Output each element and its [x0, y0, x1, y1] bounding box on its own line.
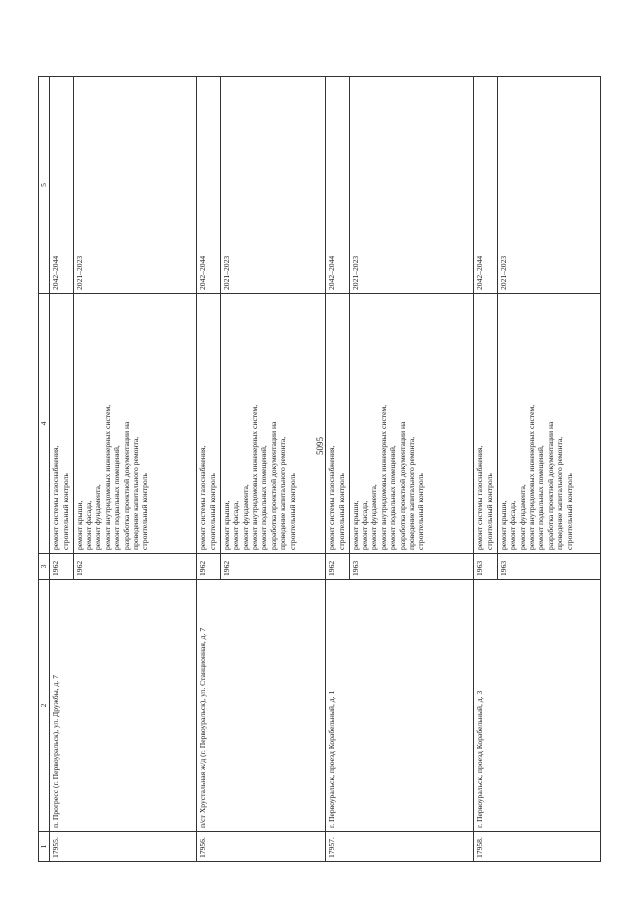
work-item: ремонт системы газоснабжения, [51, 445, 61, 550]
column-number-row [39, 77, 50, 862]
work-item: строительный контроль [484, 473, 494, 550]
work-item: ремонт внутридомовых инженерных систем, [249, 404, 259, 550]
entry-row-gas [50, 77, 73, 862]
work-item: ремонт подвальных помещений, [259, 445, 269, 550]
work-item: ремонт внутридомовых инженерных систем, [526, 404, 536, 550]
column-number: 1 [39, 832, 50, 862]
construction-year: 1962 [73, 554, 197, 580]
repair-period: 2042–2044 [50, 77, 73, 294]
work-item: ремонт подвальных помещений, [112, 445, 122, 550]
construction-year: 1962 [326, 554, 349, 580]
works-list [475, 297, 494, 550]
work-item: ремонт подвальных помещений, [388, 445, 398, 550]
entry-row-gas [474, 77, 497, 862]
work-item: ремонт фундамента, [240, 484, 250, 550]
works-list [327, 297, 346, 550]
work-item: ремонт системы газоснабжения, [198, 445, 208, 550]
construction-year: 1962 [220, 554, 325, 580]
work-item: строительный контроль [416, 473, 426, 550]
works-list-cell [197, 294, 220, 554]
work-item: строительный контроль [564, 473, 574, 550]
construction-year: 1963 [474, 554, 497, 580]
capital-repair-table [38, 76, 601, 862]
work-item: проведение капитального ремонта, [555, 436, 565, 550]
repair-period: 2021–2023 [349, 77, 474, 294]
works-list-cell [474, 294, 497, 554]
rotated-table-container [38, 77, 601, 862]
table-body [39, 77, 601, 862]
work-item: строительный контроль [140, 473, 150, 550]
construction-year: 1962 [50, 554, 73, 580]
works-list [51, 297, 70, 550]
work-item: ремонт фундамента, [93, 484, 103, 550]
work-item: ремонт крыши, [350, 500, 360, 550]
work-item: ремонт крыши, [74, 500, 84, 550]
work-item: ремонт системы газоснабжения, [475, 445, 485, 550]
works-list-cell [50, 294, 73, 554]
works-list-cell [73, 294, 197, 554]
entry-address: п/ст Хрустальная ж/д (г. Первоуральск), ул. Станционная, д. 7 [197, 580, 326, 832]
works-list [198, 297, 217, 550]
work-item: строительный контроль [336, 473, 346, 550]
work-item: проведение капитального ремонта, [407, 436, 417, 550]
work-item: ремонт подвальных помещений, [536, 445, 546, 550]
entry-number: 17957. [326, 832, 474, 862]
construction-year: 1963 [349, 554, 474, 580]
entry-number: 17955. [50, 832, 197, 862]
repair-period: 2042–2044 [326, 77, 349, 294]
work-item: ремонт крыши, [221, 500, 231, 550]
repair-period: 2021–2023 [497, 77, 600, 294]
work-item: разработка проектной документации на [121, 421, 131, 550]
entry-row-gas [197, 77, 220, 862]
work-item: ремонт внутридомовых инженерных систем, [102, 404, 112, 550]
entry-address: г. Первоуральск, проезд Корабельный, д. 1 [326, 580, 474, 832]
work-item: ремонт фасада, [359, 500, 369, 550]
work-item: ремонт фундамента, [517, 484, 527, 550]
page-number: 5095 [315, 437, 325, 455]
entry-row-gas [326, 77, 349, 862]
works-list [499, 297, 574, 550]
work-item: строительный контроль [207, 473, 217, 550]
entry-address: г. Первоуральск, проезд Корабельный, д. 3 [474, 580, 601, 832]
column-number: 5 [39, 77, 50, 294]
work-item: строительный контроль [287, 473, 297, 550]
entry-number: 17958. [474, 832, 601, 862]
works-list-cell [349, 294, 474, 554]
works-list-cell [220, 294, 325, 554]
work-item: проведение капитального ремонта, [131, 436, 141, 550]
work-item: строительный контроль [60, 473, 70, 550]
work-item: ремонт крыши, [498, 500, 508, 550]
work-item: проведение капитального ремонта, [278, 436, 288, 550]
works-list [222, 297, 297, 550]
repair-period: 2042–2044 [474, 77, 497, 294]
works-list-cell [326, 294, 349, 554]
construction-year: 1963 [497, 554, 600, 580]
entry-address: п. Прогресс (г. Первоуральск), ул. Дружбы, д. 7 [50, 580, 197, 832]
column-number: 3 [39, 554, 50, 580]
work-item: разработка проектной документации на [397, 421, 407, 550]
work-item: ремонт фасада, [508, 500, 518, 550]
work-item: разработка проектной документации на [545, 421, 555, 550]
works-list [351, 297, 426, 550]
repair-period: 2021–2023 [220, 77, 325, 294]
work-item: ремонт фасада, [84, 500, 94, 550]
entry-number: 17956. [197, 832, 326, 862]
work-item: ремонт фасада, [231, 500, 241, 550]
works-list-cell [497, 294, 600, 554]
works-list [75, 297, 150, 550]
column-number: 2 [39, 580, 50, 832]
repair-period: 2021–2023 [73, 77, 197, 294]
construction-year: 1962 [197, 554, 220, 580]
work-item: ремонт фундамента, [369, 484, 379, 550]
repair-period: 2042–2044 [197, 77, 220, 294]
work-item: ремонт внутридомовых инженерных систем, [378, 404, 388, 550]
work-item: разработка проектной документации на [268, 421, 278, 550]
column-number: 4 [39, 294, 50, 554]
work-item: ремонт системы газоснабжения, [327, 445, 337, 550]
